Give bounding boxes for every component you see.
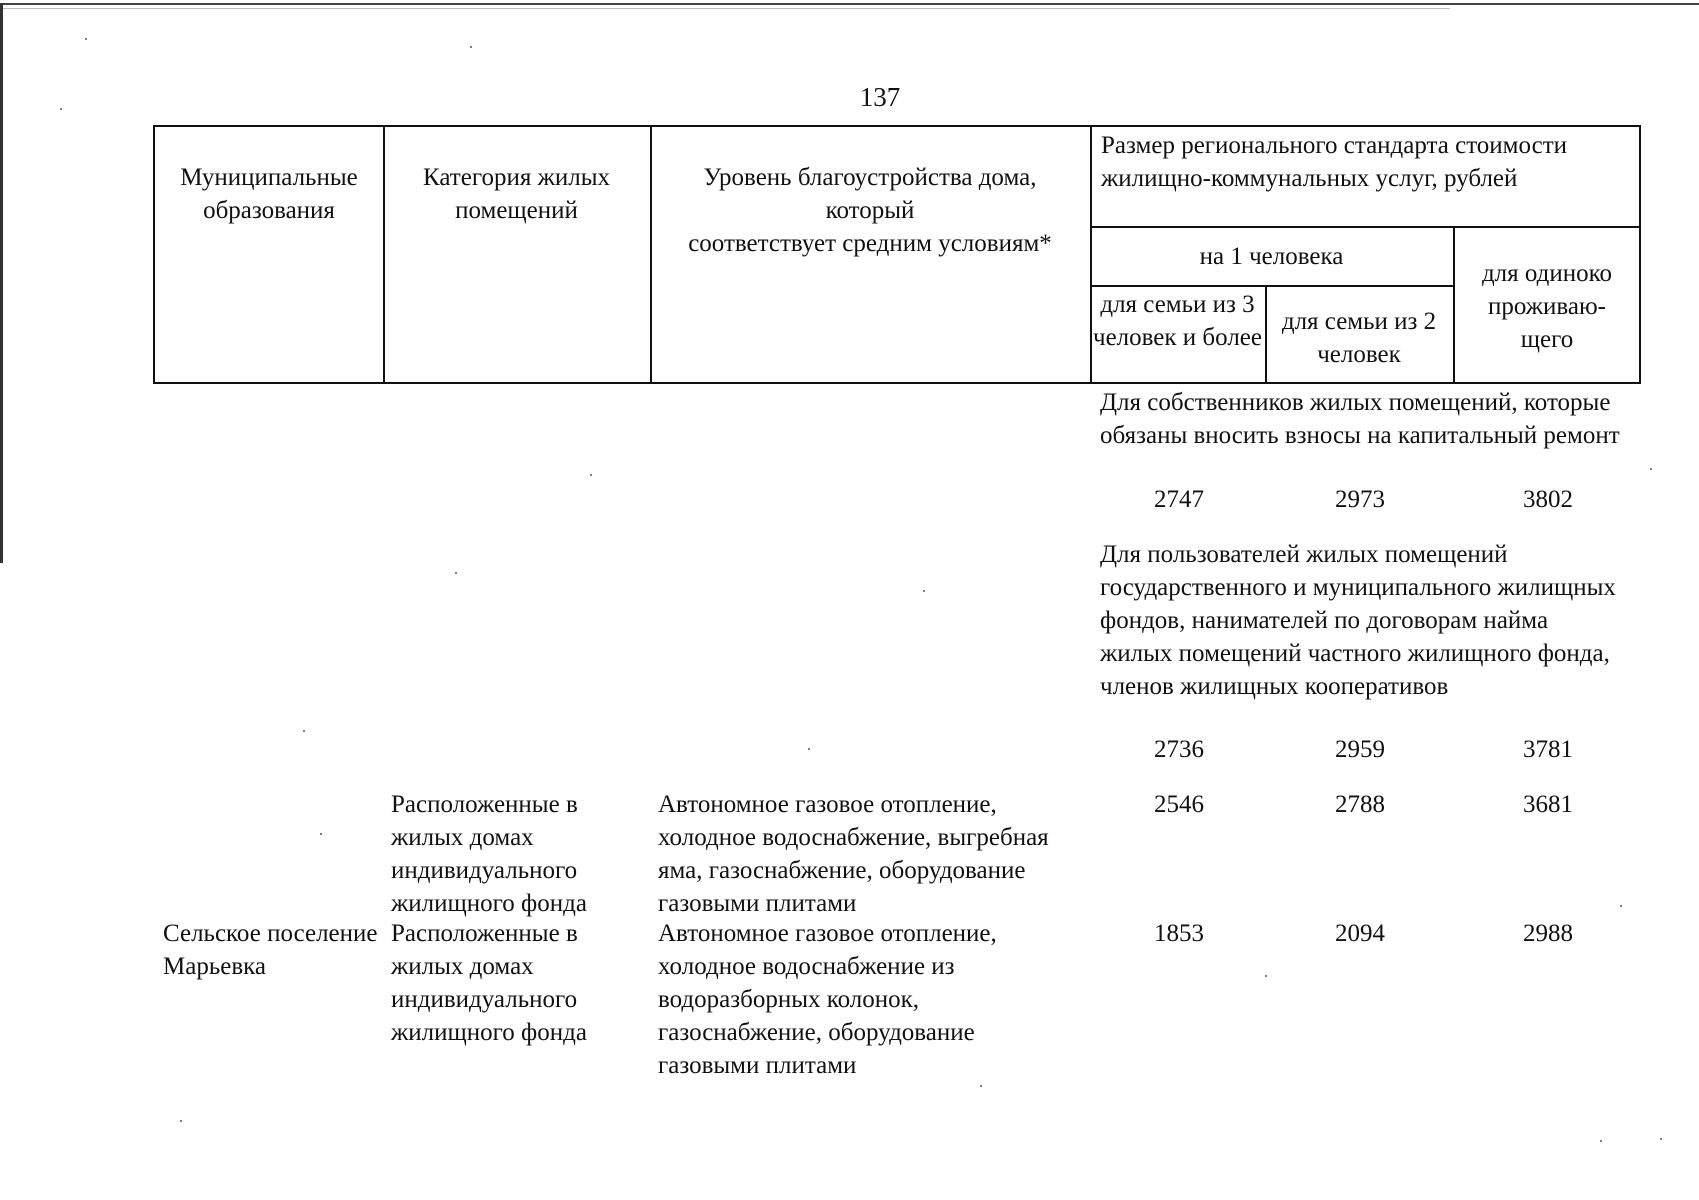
scan-speck [808,748,810,750]
scan-speck [455,572,457,574]
header-level-line-a: Уровень благоустройства дома, который [703,164,1037,224]
value-family2: 2094 [1335,920,1385,947]
value-family3: 1853 [1154,920,1204,947]
row-level: Автономное газовое отопление, холодное водоснабжение из водоразборных колонок, газоснабжение, оборудование газовыми плитами [658,920,997,1079]
scan-speck [1620,905,1622,907]
scan-edge-top [0,3,1699,5]
value-family3: 2736 [1154,736,1204,763]
value-single: 2988 [1523,920,1573,947]
scan-speck [1600,1140,1602,1142]
value-family2: 2959 [1335,736,1385,763]
value-family3: 2747 [1154,486,1204,513]
scan-speck [60,108,62,110]
row-category: Расположенные в жилых домах индивидуального жилищного фонда [391,791,587,917]
scan-speck [980,1085,982,1087]
table-header [153,125,1641,384]
scan-speck [303,730,305,732]
scan-speck [470,46,472,48]
scan-edge-left [0,3,3,563]
scan-speck [923,590,925,592]
header-level [652,161,1088,260]
value-single: 3681 [1523,791,1573,818]
header-size: Размер регионального стандарта стоимости жилищно-коммунальных услуг, рублей [1101,132,1568,192]
section-title-users: Для пользователей жилых помещений государственного и муниципального жилищных фондов, нанимателей по договорам найма жилых помещений частного жилищного фонда, членов жилищных кооперативов [1100,541,1616,700]
page-number: 137 [859,82,901,112]
header-level-line-b: соответствует средним условиям* [688,230,1052,257]
row-category: Расположенные в жилых домах индивидуального жилищного фонда [391,920,587,1046]
scan-speck [1650,468,1652,470]
header-hline-per-person [1090,285,1453,287]
row-municipality: Сельское поселение Марьевка [163,920,378,980]
section-title-owners: Для собственников жилых помещений, которые обязаны вносить взносы на капитальный ремонт [1100,389,1620,449]
value-single: 3802 [1523,486,1573,513]
value-family2: 2788 [1335,791,1385,818]
scan-speck [590,474,592,476]
header-municipal: Муниципальные образования [180,164,358,224]
scan-speck [85,38,87,40]
header-hline-size [1090,226,1639,228]
scan-speck [180,1120,182,1122]
value-family3: 2546 [1154,791,1204,818]
value-single: 3781 [1523,736,1573,763]
value-family2: 2973 [1335,486,1385,513]
row-level: Автономное газовое отопление, холодное водоснабжение, выгребная яма, газоснабжение, оборудование газовыми плитами [658,791,1049,917]
scan-speck [1265,975,1267,977]
header-family-2: для семьи из 2 человек [1281,308,1437,368]
scan-speck [320,833,322,835]
header-family-3: для семьи из 3 человек и более [1093,291,1262,351]
scan-speck [1660,1138,1662,1140]
header-single: для одиноко проживаю-щего [1481,260,1613,353]
header-category: Категория жилых помещений [423,164,610,224]
scan-edge-top-secondary [0,8,1450,9]
header-per-person: на 1 человека [1199,243,1344,270]
